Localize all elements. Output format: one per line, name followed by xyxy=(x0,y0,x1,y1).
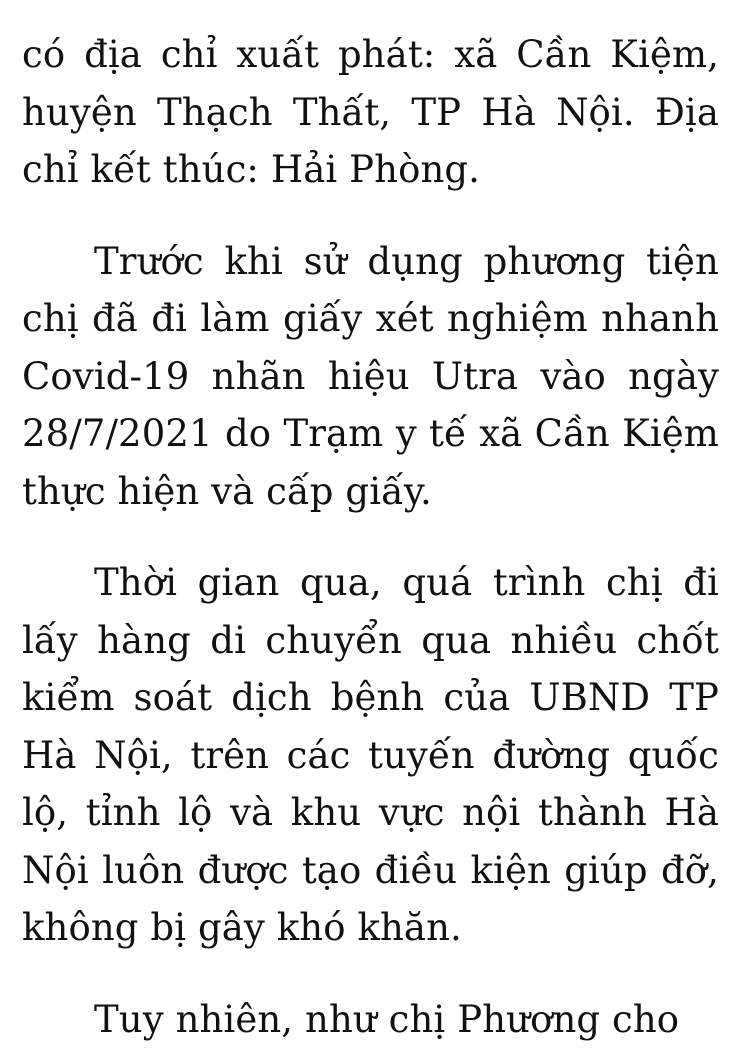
paragraph-covid-test: Trước khi sử dụng phương tiện chị đã đi làm giấy xét nghiệm nhanh Covid-19 nhãn hiệu Utra vào ngày 28/7/2021 do Trạm y tế xã Cần Kiệm thực hiện và cấp giấy. xyxy=(22,233,719,521)
paragraph-route: có địa chỉ xuất phát: xã Cần Kiệm, huyện Thạch Thất, TP Hà Nội. Địa chỉ kết thúc: Hải Phòng. xyxy=(22,26,719,199)
article-body xyxy=(22,26,719,1048)
paragraph-however: Tuy nhiên, như chị Phương cho xyxy=(22,991,719,1048)
paragraph-checkpoints: Thời gian qua, quá trình chị đi lấy hàng di chuyển qua nhiều chốt kiểm soát dịch bệnh của UBND TP Hà Nội, trên các tuyến đường quốc lộ, tỉnh lộ và khu vực nội thành Hà Nội luôn được tạo điều kiện giúp đỡ, không bị gây khó khăn. xyxy=(22,554,719,957)
